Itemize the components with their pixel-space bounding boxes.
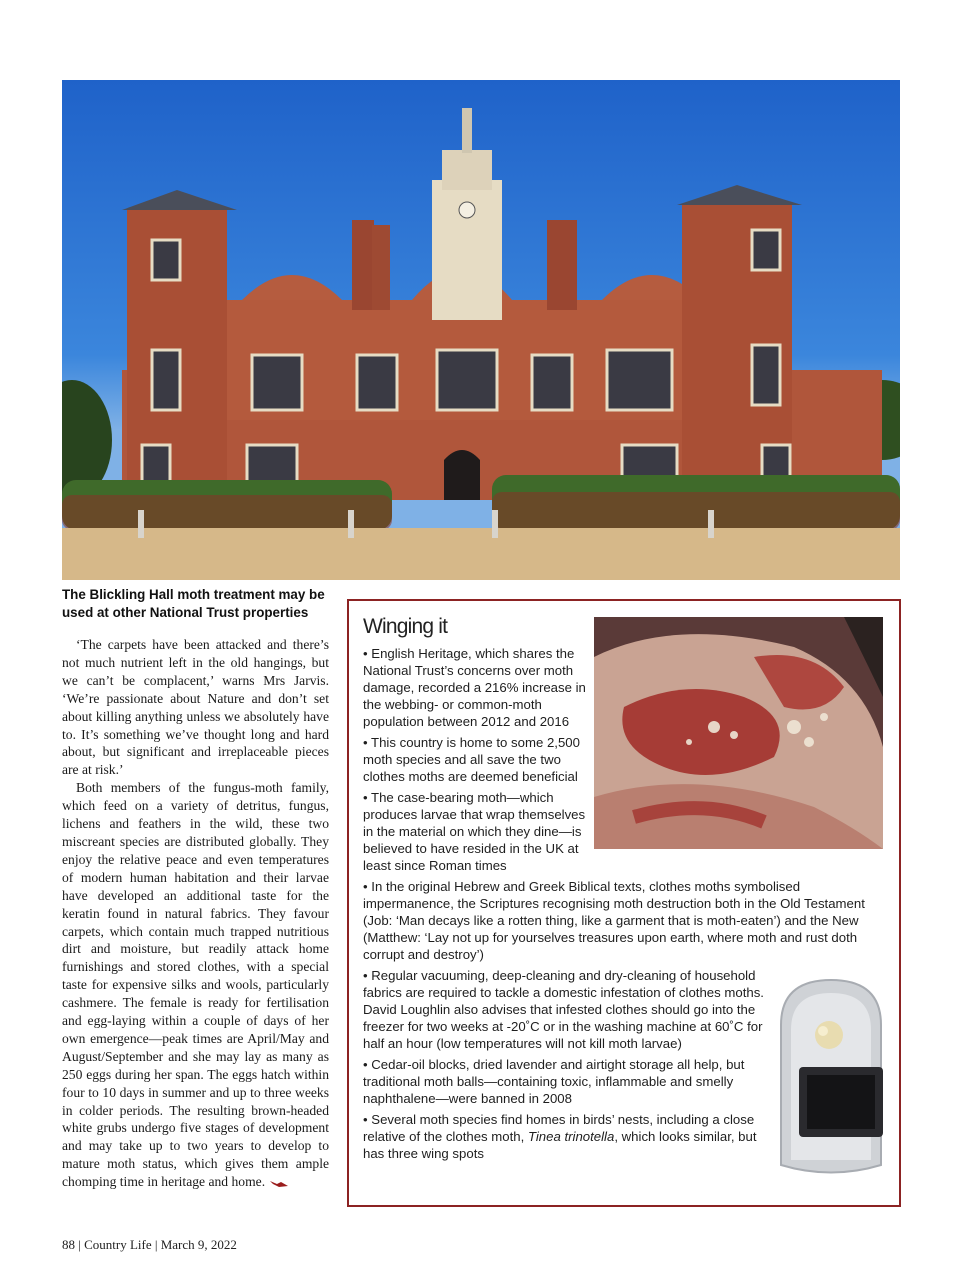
body-paragraph-2 (62, 779, 329, 1191)
blickling-hall-photo (62, 80, 900, 580)
article-body (62, 636, 329, 1191)
photo-caption-line-2: used at other National Trust properties (62, 605, 309, 620)
sidebar-item: • Regular vacuuming, deep-cleaning and dry-cleaning of household fabrics are required to tackle a domestic infestation of clothes moths. David Loughlin also advises that infested clothes should go into the freezer for two weeks at -20˚C or in the washing machine at 60˚C for half an hour (low temperatures will not kill moth larvae) (363, 968, 764, 1051)
body-paragraph-1: ‘The carpets have been attacked and there’s not much nutrient left in the old hangings, but we can’t be complacent,’ warns Mrs Jarvis. ‘We’re passionate about Nature and don’t set about killing anything unless we absolutely have to. It’s something we’ve thought long and hard about, but significant and irreplaceable pieces are at risk.’ (62, 637, 329, 778)
blickling-hall-illustration (62, 80, 900, 580)
sidebar-item: • The case-bearing moth—which produces larvae that wrap themselves in the material on which they dine—is believed to have resided in the UK at least since Roman times (363, 790, 586, 873)
sidebar-item-last: • Several moth species find homes in birds’ nests, including a close relative of the clothes moth, Tinea trinotella, which looks similar, but has three wing spots (363, 1112, 757, 1161)
page-folio: 88 | Country Life | March 9, 2022 (62, 1237, 237, 1252)
sidebar-item: • Cedar-oil blocks, dried lavender and airtight storage all help, but traditional moth balls—containing toxic, inflammable and smelly naphthalene—were banned in 2008 (363, 1057, 745, 1106)
species-name: Tinea trinotella (527, 1129, 615, 1144)
body-paragraph-2-text: Both members of the fungus-moth family, which feed on a variety of detritus, fungus, lichens and feathers in the wild, these two miscreant species are distributed globally. They enjoy the relative peace and even temperatures of modern human habitation and their larvae have developed an additional taste for the keratin found in natural fabrics. They favour carpets, which contain much trapped nutritious dirt and moisture, but readily attack home furnishings and stored clothes, with a special taste for expensive silks and wools, particularly cashmere. The female is ready for fertilisation and egg-laying within a couple of days of her own emergence—peak times are April/May and August/September and she may lay as many as 250 eggs during her span. The eggs hatch within four to 10 days in summer and up to three weeks in colder periods. The resulting brown-headed white grubs undergo five stages of development and may take up to two years to develop to mature moth status, which gives them ample chomping time in heritage and home. (62, 780, 329, 1190)
sidebar-item: • English Heritage, which shares the National Trust’s concerns over moth damage, recorded a 216% increase in the webbing- or common-moth population between 2012 and 2016 (363, 646, 586, 729)
textile-illustration (594, 617, 883, 849)
moth-trap-photo (771, 975, 891, 1180)
sidebar-item: • This country is home to some 2,500 moth species and all save the two clothes moths are deemed beneficial (363, 735, 580, 784)
moth-trap-illustration (771, 975, 891, 1180)
photo-caption (62, 586, 342, 622)
moth-damaged-textile-photo (594, 617, 883, 849)
photo-caption-line-1: The Blickling Hall moth treatment may be (62, 587, 325, 602)
sidebar-title: Winging it (363, 615, 448, 638)
sidebar-item: • In the original Hebrew and Greek Biblical texts, clothes moths symbolised impermanence, the Scriptures recognising moth destruction both in the Old Testament (Job: ‘Man decays like a rotten thing, like a garment that is moth-eaten’) and the New (Matthew: ‘Lay not up for yourselves treasures upon earth, where moth and rust doth corrupt and destroy’) (363, 879, 865, 962)
end-mark-icon (269, 1178, 289, 1188)
